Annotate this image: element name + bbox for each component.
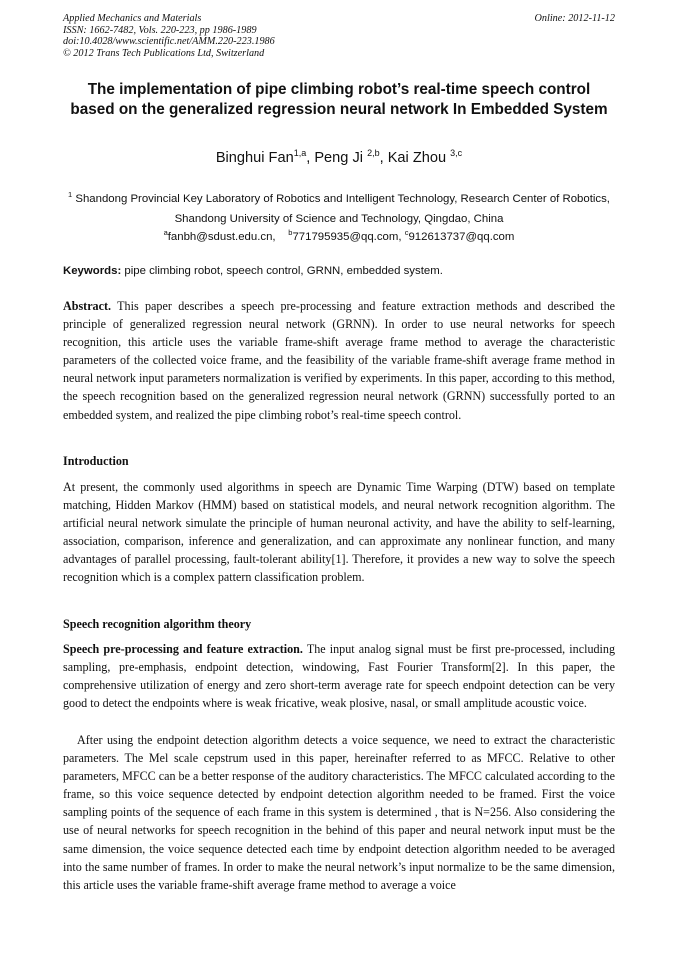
author-separator: , xyxy=(379,150,388,166)
keywords-text: pipe climbing robot, speech control, GRNN, embedded system. xyxy=(121,265,443,277)
journal-name: Applied Mechanics and Materials xyxy=(63,13,202,24)
abstract-label: Abstract. xyxy=(63,299,112,313)
email-mark: b xyxy=(288,228,293,237)
theory-heading: Speech recognition algorithm theory xyxy=(63,617,252,631)
doi-line: doi:10.4028/www.scientific.net/AMM.220-223.1986 xyxy=(63,36,275,48)
author-name: Binghui Fan xyxy=(215,150,294,166)
email-link[interactable]: 771795935@qq.com, xyxy=(292,231,405,243)
theory-paragraph-2: After using the endpoint detection algorithm detects a voice sequence, we need to extract the characteristic parameters. The Mel scale cepstrum used in this paper, hereinafter referred to as MFCC. Relative to other parameters, MFCC can be a better response of the auditory characteristics. The MFCC calculated according to the frame, so this voice sequence detected by endpoint detection algorithm needed to be framed. First the voice sampling points of the sequence of each frame in this system is determined , that is N=256. Also considering the use of neural networks for speech recognition in the behind of this paper and neural network input must be the same dimension, the voice sequence detected each time by endpoint detection algorithm needed to be averaged into the same number of frames. In order to make the neural network’s input normalize to be the same dimension, this article uses the variable frame-shift average frame method to average a voice xyxy=(63,733,615,892)
email-mark: c xyxy=(404,228,409,237)
online-date: Online: 2012-11-12 xyxy=(534,13,615,24)
email-list xyxy=(63,228,615,243)
issn-line: ISSN: 1662-7482, Vols. 220-223, pp 1986-1989 xyxy=(63,24,257,36)
abstract-text: This paper describes a speech pre-processing and feature extraction methods and described the principle of generalized regression neural network (GRNN). In order to use neural networks for speech recognition, this article uses the variable frame-shift average frame method to average the characteristic parameters of the collected voice frame, and the feasibility of the variable frame-shift average frame method in neural network input parameters normalization is verified by experiments. In this paper, according to this method, the speech recognition based on the generalized regression neural network (GRNN) successfully ported to an embedded system, and realized the pipe climbing robot’s real-time speech control. xyxy=(63,299,615,422)
author-separator: , xyxy=(306,150,315,166)
theory-paragraph-1 xyxy=(63,640,615,712)
keywords xyxy=(63,265,615,277)
abstract xyxy=(63,297,615,424)
introduction-paragraph: At present, the commonly used algorithms in speech are Dynamic Time Warping (DTW) based on template matching, Hidden Markov (HMM) based on statistical models, and neural network recognition algorithm. The artificial neural network simulate the principle of human neuronal activity, and have the ability to self-learning, association, comparison, inference and generalization, and can approximate any nonlinear function, and many advantages of parallel processing, fault-tolerant ability[1]. Therefore, it provides a new way to solve the speech recognition which is a complex pattern classification problem. xyxy=(63,480,615,585)
affiliation-text: Shandong Provincial Key Laboratory of Robotics and Intelligent Technology, Research Center of Robotics, Shandong University of Science and Technology, Qingdao, China xyxy=(72,193,610,225)
email-link[interactable]: fanbh@sdust.edu.cn, xyxy=(167,231,276,243)
author-affiliation-mark: 2,b xyxy=(367,148,380,158)
author-name: Peng Ji xyxy=(314,150,368,166)
theory-subheading: Speech pre-processing and feature extraction. xyxy=(63,642,303,656)
email-link[interactable]: 912613737@qq.com xyxy=(408,231,515,243)
email-mark: a xyxy=(163,228,168,237)
introduction-heading: Introduction xyxy=(63,454,129,468)
keywords-label: Keywords: xyxy=(63,265,122,277)
author-name: Kai Zhou xyxy=(387,150,451,166)
author-list xyxy=(63,148,615,166)
theory-paragraph-1-text: The input analog signal must be first pre-processed, including sampling, pre-emphasis, endpoint detection, windowing, Fast Fourier Transform[2]. In this paper, the comprehensive utilization of energy and zero short-term average rate for speech endpoint detection can be very good to detect the endpoints where is weak fricative, weak plosive, nasal, or small amplitude acoustic voice. xyxy=(63,642,615,711)
author-affiliation-mark: 3,c xyxy=(450,148,463,158)
affiliation-mark: 1 xyxy=(68,190,73,199)
copyright-line: © 2012 Trans Tech Publications Ltd, Switzerland xyxy=(63,47,265,59)
affiliation xyxy=(63,185,615,229)
page-header xyxy=(63,13,615,59)
paper-title: The implementation of pipe climbing robot’s real-time speech control based on the generalized regression neural network In Embedded System xyxy=(70,81,608,118)
author-affiliation-mark: 1,a xyxy=(293,148,307,158)
